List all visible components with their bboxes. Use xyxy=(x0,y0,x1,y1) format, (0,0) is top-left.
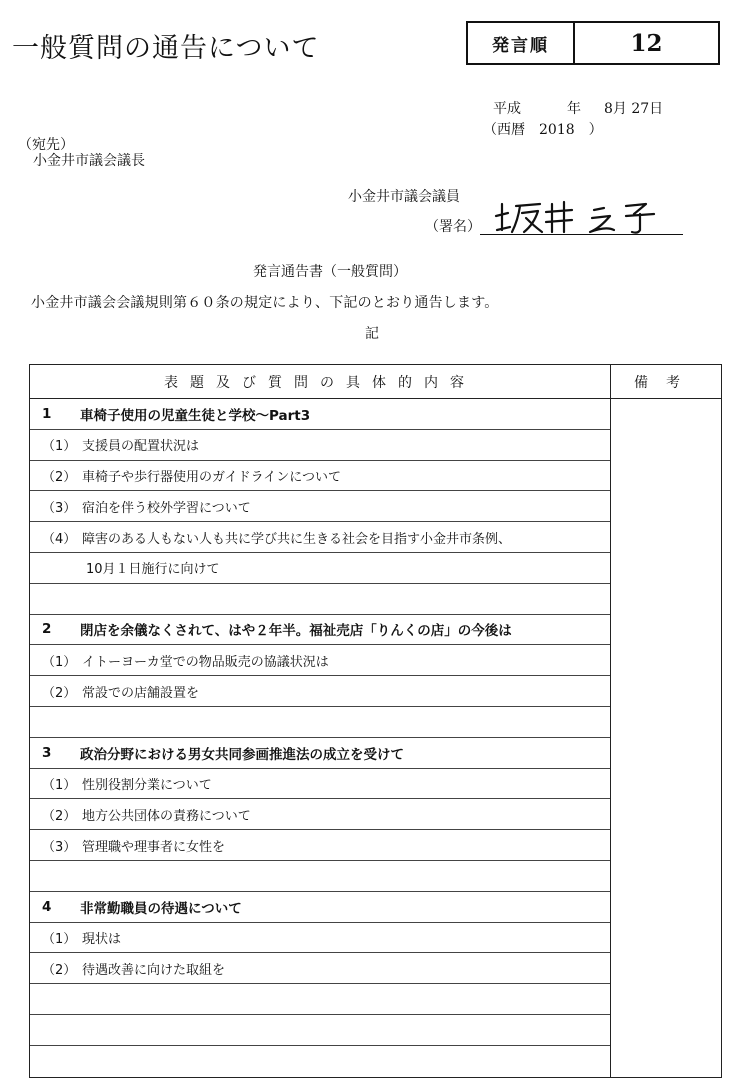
item-text: 車椅子や歩行器使用のガイドラインについて xyxy=(82,469,341,485)
table-row xyxy=(30,769,610,800)
item-text: 地方公共団体の責務について xyxy=(82,808,251,824)
item-text: 非常勤職員の待遇について xyxy=(80,900,242,917)
speaking-order-label: 発言順 xyxy=(468,23,575,63)
date-year-label: 年 xyxy=(567,101,581,117)
blank-row xyxy=(30,861,610,892)
item-text: 支援員の配置状況は xyxy=(82,439,200,455)
item-number: （1） xyxy=(42,654,77,670)
item-number: 1 xyxy=(42,405,52,422)
remarks-column xyxy=(611,365,721,1077)
item-number: 3 xyxy=(42,744,52,761)
item-number: （1） xyxy=(42,777,77,793)
question-heading-row xyxy=(30,615,610,646)
item-text: 管理職や理事者に女性を xyxy=(82,839,226,855)
item-number: （1） xyxy=(42,931,77,947)
table-row xyxy=(30,522,610,553)
date-western: （西暦 2018 ） xyxy=(483,122,603,138)
notice-title: 発言通告書（一般質問） xyxy=(253,264,407,280)
table-row xyxy=(30,645,610,676)
table-row xyxy=(30,553,610,584)
item-text: イトーヨーカ堂での物品販売の協議状況は xyxy=(82,654,329,670)
question-heading-row xyxy=(30,738,610,769)
notice-ki: 記 xyxy=(365,326,379,342)
blank-row xyxy=(30,1015,610,1046)
blank-row xyxy=(30,707,610,738)
item-number: （2） xyxy=(42,469,77,485)
table-row xyxy=(30,799,610,830)
item-number: （1） xyxy=(42,439,77,455)
header-remarks: 備考 xyxy=(611,365,721,399)
addressee-name: 小金井市議会議長 xyxy=(33,153,145,169)
table-row xyxy=(30,953,610,984)
item-text: 宿泊を伴う校外学習について xyxy=(82,500,251,516)
item-text: 常設での店舗設置を xyxy=(82,685,200,701)
question-heading-row xyxy=(30,892,610,923)
addressee-label: （宛先） xyxy=(18,137,74,153)
header-question-content: 表題及び質問の具体的内容 xyxy=(30,365,610,399)
handwritten-signature xyxy=(494,196,684,236)
item-text: 待遇改善に向けた取組を xyxy=(82,962,226,978)
item-number: 4 xyxy=(42,898,52,915)
speaking-order-box xyxy=(466,21,720,65)
item-text: 現状は xyxy=(82,931,122,947)
blank-row xyxy=(30,984,610,1015)
member-role: 小金井市議会議員 xyxy=(348,189,460,205)
item-text: 閉店を余儀なくされて、はや２年半。福祉売店「りんくの店」の今後は xyxy=(80,623,512,640)
item-number: （3） xyxy=(42,500,77,516)
speaking-order-number: 12 xyxy=(630,29,663,57)
question-heading-row xyxy=(30,399,610,430)
item-number: （2） xyxy=(42,685,77,701)
question-rows xyxy=(30,399,610,1077)
blank-row xyxy=(30,584,610,615)
notice-body: 小金井市議会会議規則第６０条の規定により、下記のとおり通告します。 xyxy=(31,295,499,311)
question-content-column xyxy=(30,365,611,1077)
item-text: 性別役割分業について xyxy=(82,777,212,793)
item-text: 障害のある人もない人も共に学び共に生きる社会を目指す小金井市条例、 xyxy=(82,531,512,547)
table-row xyxy=(30,430,610,461)
remarks-body xyxy=(611,399,721,1077)
date-era: 平成 xyxy=(493,101,521,117)
blank-row xyxy=(30,1046,610,1077)
table-row xyxy=(30,461,610,492)
item-number: （4） xyxy=(42,531,77,547)
signature-label: （署名） xyxy=(425,219,481,235)
item-text: 政治分野における男女共同参画推進法の成立を受けて xyxy=(80,746,404,763)
item-text: 10月１日施行に向けて xyxy=(86,562,220,578)
table-row xyxy=(30,923,610,954)
document-title: 一般質問の通告について xyxy=(12,33,320,64)
item-number: （2） xyxy=(42,808,77,824)
item-text: 車椅子使用の児童生徒と学校～Part3 xyxy=(80,407,311,424)
item-number: （2） xyxy=(42,962,77,978)
item-number: 2 xyxy=(42,621,52,638)
table-row xyxy=(30,491,610,522)
table-row xyxy=(30,676,610,707)
question-table xyxy=(29,364,722,1078)
table-row xyxy=(30,830,610,861)
date-month-day: 8月 27日 xyxy=(604,101,664,117)
item-number: （3） xyxy=(42,839,77,855)
